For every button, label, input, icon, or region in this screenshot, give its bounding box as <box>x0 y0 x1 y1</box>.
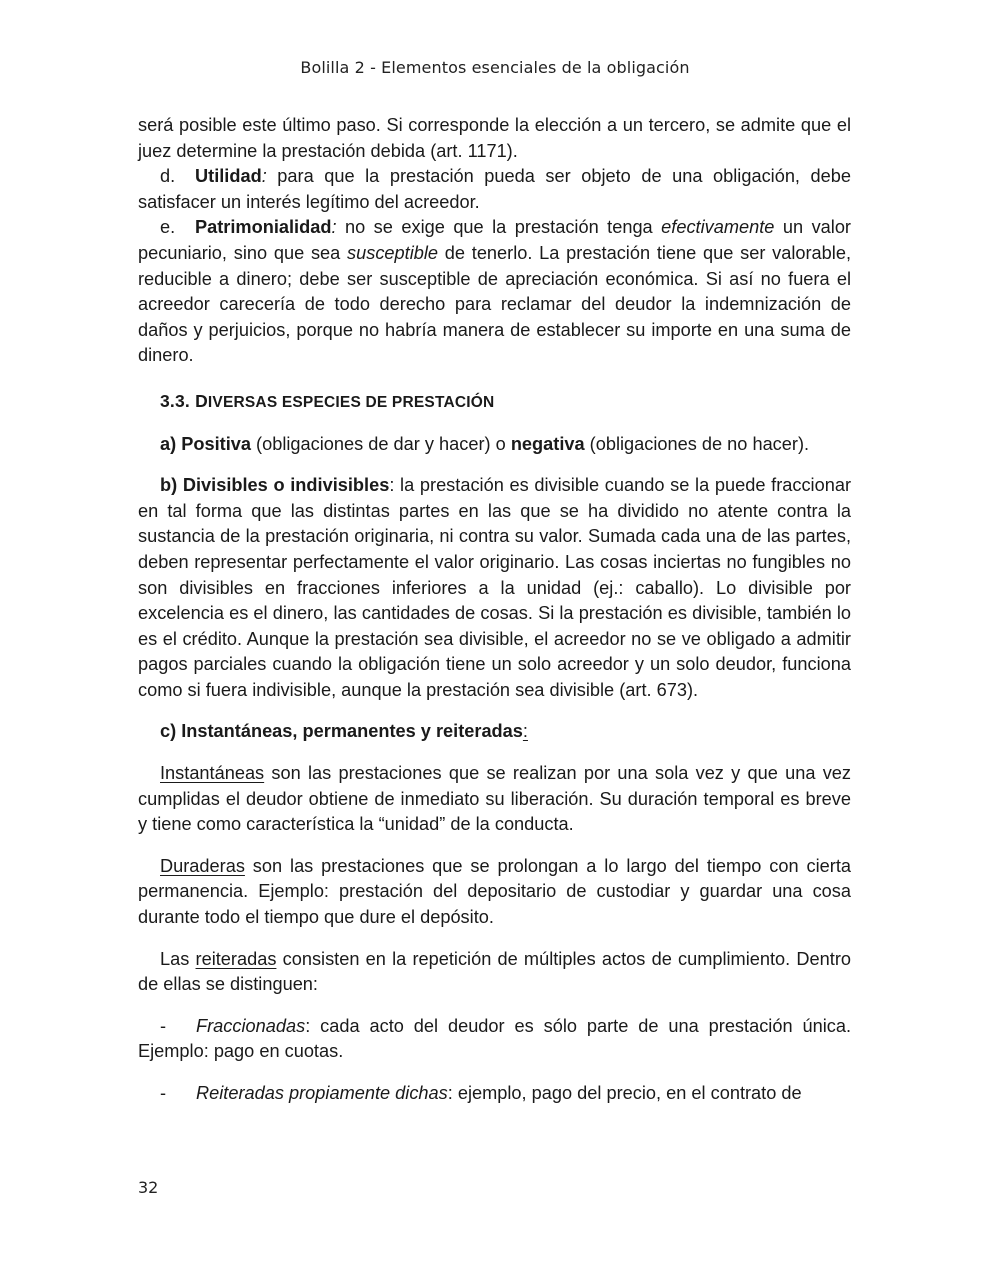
paragraph-continuation: será posible este último paso. Si corresponde la elección a un tercero, se admite que el juez determine la prestación debida (art. 1171). <box>138 115 851 161</box>
term-reiteradas: reiteradas <box>195 948 277 969</box>
emphasis-efectivamente: efectivamente <box>661 217 775 238</box>
paragraph-instantaneas-heading <box>138 719 851 745</box>
term-colon: : <box>261 166 267 187</box>
bullet-dash: - <box>160 1015 167 1036</box>
label-negativa: negativa <box>510 433 585 454</box>
list-letter: e. <box>160 217 176 238</box>
page-body <box>138 113 851 1107</box>
bullet-dash: - <box>160 1083 167 1103</box>
paragraph-text: : la prestación es divisible cuando se la puede fraccionar en tal forma que las distintas partes en las que se ha dividido no atente contra la sustancia de la prestación originaria, ni contra su valor. Sumada cada una de las partes, deben representar perfectamente el valor originario. Las cosas inciertas no fungibles no son divisibles en fracciones inferiores a la unidad (ej.: caballo). Lo divisible por excelencia es el dinero, las cantidades de cosas. Si la prestación es divisible, también lo es el crédito. Aunque la prestación sea divisible, el acreedor no se ve obligado a admitir pagos parciales cuando la obligación tiene un solo acreedor y un solo deudor, funciona como si fuera indivisible, aunque la prestación sea divisible (art. 673). <box>138 475 851 700</box>
paragraph-text: (obligaciones de dar y hacer) o <box>250 433 511 454</box>
paragraph-text: (obligaciones de no hacer). <box>584 433 810 454</box>
term-patrimonialidad: Patrimonialidad <box>195 217 332 238</box>
paragraph-text: Las <box>160 948 196 969</box>
list-item-d <box>138 164 851 215</box>
emphasis-susceptible: susceptible <box>347 242 439 263</box>
list-item-e <box>138 215 851 369</box>
bullet-text: : ejemplo, pago del precio, en el contrato de <box>447 1083 802 1103</box>
list-item-text: de tenerlo. La prestación tiene que ser valorable, reducible a dinero; debe ser susceptible de apreciación económica. Si así no fuera el acreedor carecería de todo derecho para reclamar del deudor la indemnización de daños y perjuicios, porque no habría manera de establecer su importe en una suma de dinero. <box>138 242 851 366</box>
paragraph-duraderas <box>138 854 851 931</box>
bullet-text: : cada acto del deudor es sólo parte de una prestación única. Ejemplo: pago en cuotas. <box>138 1015 851 1062</box>
term-colon: : <box>331 217 337 238</box>
paragraph-divisibles <box>138 473 851 703</box>
section-heading <box>138 389 851 416</box>
list-item-text: un valor pecuniario, sino que sea <box>138 217 851 263</box>
page-number: 32 <box>138 1178 159 1197</box>
paragraph-positiva <box>138 432 851 458</box>
label-instantaneas-heading: c) Instantáneas, permanentes y reiteradas <box>160 721 523 742</box>
section-number: 3.3. <box>160 390 196 411</box>
term-utilidad: Utilidad <box>195 166 262 187</box>
list-item-text: no se exige que la prestación tenga <box>336 217 662 238</box>
term-reiteradas-propiamente: Reiteradas propiamente dichas <box>196 1083 448 1103</box>
term-instantaneas: Instantáneas <box>160 763 265 784</box>
term-fraccionadas: Fraccionadas <box>196 1015 306 1036</box>
list-letter: d. <box>160 166 176 187</box>
bullet-reiteradas-propiamente <box>138 1081 851 1107</box>
list-item-text: para que la prestación pueda ser objeto de una obligación, debe satisfacer un interés legítimo del acreedor. <box>138 166 851 212</box>
bullet-fraccionadas <box>138 1014 851 1065</box>
paragraph-instantaneas <box>138 761 851 838</box>
term-duraderas: Duraderas <box>160 855 245 876</box>
section-title-initial: D <box>195 390 208 411</box>
paragraph-text: consisten en la repetición de múltiples actos de cumplimiento. Dentro de ellas se distinguen: <box>138 948 851 995</box>
section-title-rest: IVERSAS ESPECIES DE PRESTACIÓN <box>207 393 495 411</box>
heading-colon: : <box>522 721 528 742</box>
paragraph-text: son las prestaciones que se prolongan a lo largo del tiempo con cierta permanencia. Ejemplo: prestación del depositario de custodiar y guardar una cosa durante todo el tiempo que dure el depósito. <box>138 855 851 928</box>
paragraph-text: son las prestaciones que se realizan por una sola vez y que una vez cumplidas el deudor obtiene de inmediato su liberación. Su duración temporal es breve y tiene como característica la “unidad” de la conducta. <box>138 763 851 835</box>
label-positiva: a) Positiva <box>160 433 251 454</box>
running-header: Bolilla 2 - Elementos esenciales de la obligación <box>300 58 690 77</box>
label-divisibles: b) Divisibles o indivisibles <box>160 475 390 496</box>
paragraph-reiteradas <box>138 947 851 998</box>
